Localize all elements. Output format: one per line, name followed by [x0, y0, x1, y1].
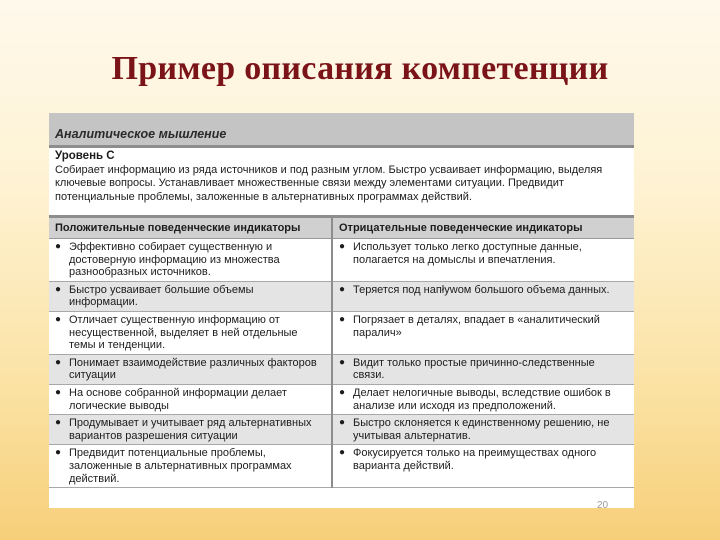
negative-cell [332, 445, 634, 488]
competency-document [49, 113, 634, 508]
table-row [49, 445, 634, 488]
table-header-row [49, 218, 634, 239]
header-positive: Положительные поведенческие индикаторы [49, 218, 332, 239]
negative-text: Погрязает в деталях, впадает в «аналитический паралич» [353, 313, 600, 339]
negative-cell [332, 384, 634, 414]
negative-text: Использует только легко доступные данные, полагается на домыслы и впечатления. [353, 241, 582, 266]
level-label: Уровень С [55, 150, 115, 162]
negative-cell [332, 354, 634, 384]
positive-text: Быстро усваивает большие объемы информации. [69, 283, 254, 309]
negative-text: Делает нелогичные выводы, вследствие ошибок в анализе или исходя из предположений. [353, 386, 611, 412]
positive-text: Предвидит потенциальные проблемы, заложенные в альтернативных программах действий. [69, 447, 292, 485]
table-row [49, 415, 634, 445]
table-row [49, 281, 634, 311]
positive-cell [49, 445, 332, 488]
bullet-icon: ● [339, 386, 346, 398]
bullet-icon: ● [339, 447, 346, 459]
negative-text: Видит только простые причинно-следственные связи. [353, 356, 595, 382]
positive-cell [49, 281, 332, 311]
negative-text: Фокусируется только на преимуществах одного варианта действий. [353, 447, 597, 472]
negative-cell [332, 415, 634, 445]
level-description: Собирает информацию из ряда источников и под разным углом. Быстро усваивает информацию, выделяя ключевые вопросы. Устанавливает множественные связи между элементами ситуации. Предвидит потенциальные проблемы, заложенные в альтернативных программах действий. [55, 163, 603, 203]
bullet-icon: ● [339, 313, 346, 325]
competency-title: Аналитическое мышление [49, 113, 634, 148]
bullet-icon: ● [55, 283, 62, 295]
bullet-icon: ● [55, 241, 62, 252]
bullet-icon: ● [55, 417, 62, 429]
negative-cell [332, 239, 634, 282]
negative-cell [332, 281, 634, 311]
table-row [49, 384, 634, 414]
slide-title: Пример описания компетенции [111, 50, 609, 87]
bullet-icon: ● [55, 356, 62, 368]
bullet-icon: ● [55, 386, 62, 398]
positive-text: Эффективно собирает существенную и достоверную информацию из множества разнообразных источников. [69, 241, 280, 279]
table-row [49, 354, 634, 384]
bullet-icon: ● [339, 283, 346, 295]
negative-text: Быстро склоняется к единственному решению, не учитывая альтернатив. [353, 417, 610, 442]
negative-text: Теряется под напływом большого объема данных. [353, 283, 610, 296]
positive-cell [49, 311, 332, 354]
bullet-icon: ● [55, 447, 62, 459]
page-number: 20 [597, 500, 609, 511]
positive-text: Продумывает и учитывает ряд альтернативных вариантов разрешения ситуации [69, 417, 312, 442]
positive-cell [49, 354, 332, 384]
header-negative: Отрицательные поведенческие индикаторы [332, 218, 634, 239]
bullet-icon: ● [339, 241, 346, 252]
positive-cell [49, 384, 332, 414]
bullet-icon: ● [339, 356, 346, 368]
bullet-icon: ● [339, 417, 346, 429]
bullet-icon: ● [55, 313, 62, 325]
table-row [49, 311, 634, 354]
positive-text: Понимает взаимодействие различных факторов ситуации [69, 356, 317, 382]
positive-text: Отличает существенную информацию от несущественной, выделяет в ней отдельные темы и тенденции. [69, 313, 298, 352]
positive-cell [49, 415, 332, 445]
positive-text: На основе собранной информации делает логические выводы [69, 386, 287, 412]
positive-cell [49, 239, 332, 282]
table-row [49, 239, 634, 282]
negative-cell [332, 311, 634, 354]
level-block [49, 148, 634, 218]
indicators-table [49, 218, 634, 488]
